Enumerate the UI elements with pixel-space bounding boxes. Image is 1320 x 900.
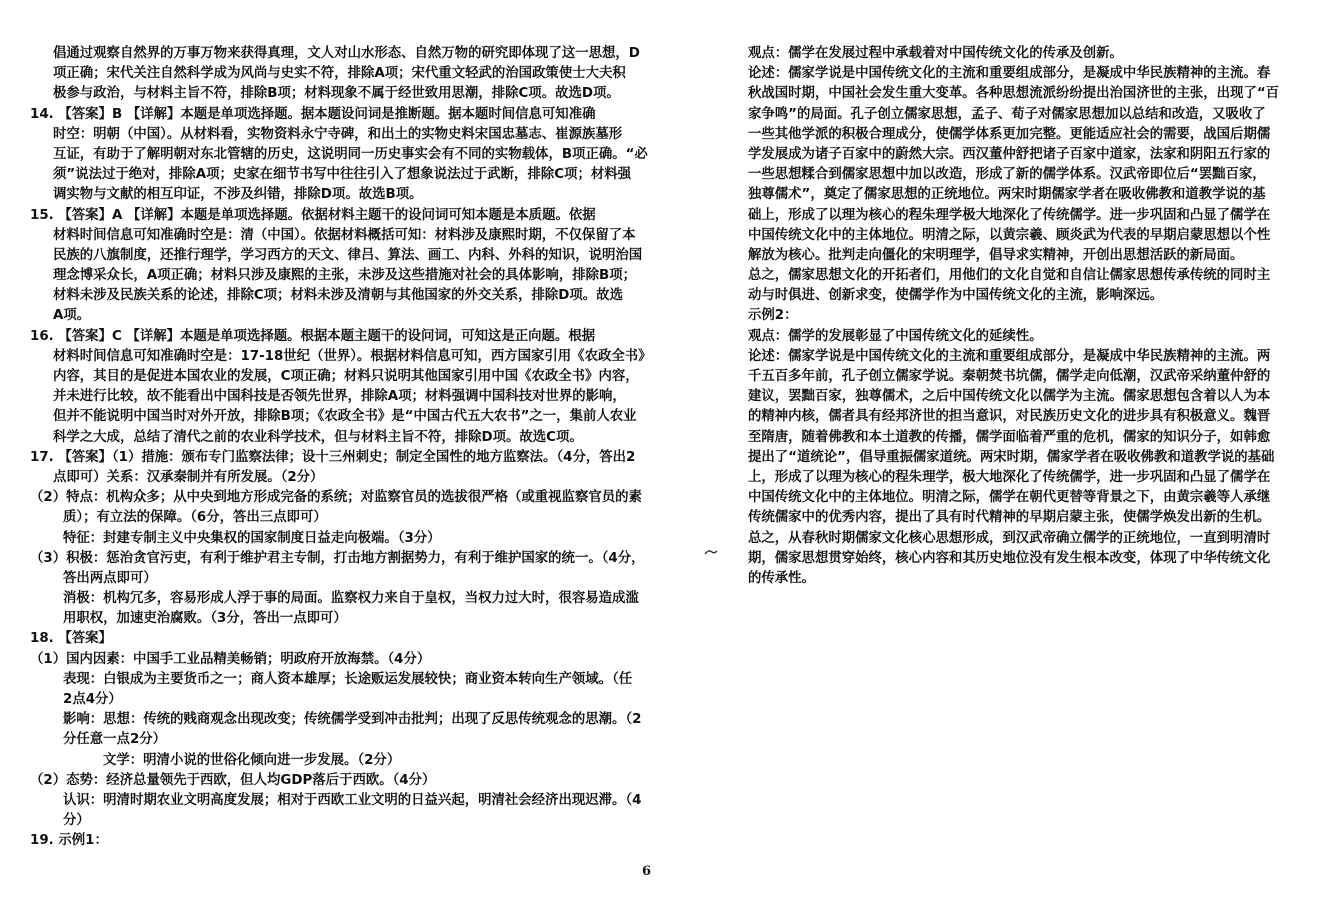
text-line: 至隋唐，随着佛教和本土道教的传播，儒学面临着严重的危机，儒家的知识分子，如韩愈 (748, 429, 1271, 445)
text-line: 秋战国时期，中国社会发生重大变革。各种思想流派纷纷提出治国济世的主张，出现了“百 (748, 86, 1280, 102)
text-line: 分） (63, 813, 90, 829)
text-line: （3）积极：惩治贪官污吏，有利于维护君主专制，打击地方割据势力，有利于维护国家的统一。（4分， (30, 550, 645, 566)
text-line: 材料时间信息可知准确时空是：清（中国）。依据材料概括可知：材料涉及康熙时期，不仅保留了本 (53, 227, 636, 243)
text-line: A项。 (53, 308, 91, 324)
text-line: 极参与政治，与材料主旨不符，排除B项；材料现象不属于经世致用思潮，排除C项。故选D项。 (53, 86, 620, 102)
right-column (748, 44, 1286, 589)
text-line: 内容，其目的是促进本国农业的发展，C项正确；材料只说明其他国家引用中国《农政全书》内容， (53, 369, 639, 384)
text-line: 提出了“道统论”，倡导重振儒家道统。两宋时期，儒家学者在吸收佛教和道教学说的基础 (748, 449, 1275, 465)
text-line: 质）；有立法的保障。（6分，答出三点即可） (63, 510, 327, 526)
text-line: 一些思想糅合到儒家思想中加以改造，形成了新的儒学体系。汉武帝即位后“罢黜百家， (748, 167, 1266, 183)
text-line: 解放为核心。批判走向僵化的宋明理学，倡导求实精神，开创出思想活跃的新局面。 (748, 247, 1244, 263)
text-line: 的传承性。 (748, 570, 815, 586)
text-line: 18. 【答案】 (30, 631, 112, 647)
text-line: 互证，有助于了解明朝对东北管辖的历史，这说明同一历史事实会有不同的实物载体，B项正确。“必 (53, 146, 648, 162)
text-line: 倡通过观察自然界的万事万物来获得真理，文人对山水形态、自然万物的研究即体现了这一思想，D (53, 46, 640, 61)
text-line: 总之，儒家思想文化的开拓者们，用他们的文化自觉和自信让儒家思想传承传统的同时主 (748, 268, 1271, 284)
left-column (30, 44, 662, 852)
text-line: 民族的八旗制度，还推行理学，学习西方的天文、律吕、算法、画工、内科、外科的知识，说明治国 (53, 247, 643, 263)
text-line: 15. 【答案】A 【详解】本题是单项选择题。依据材料主题干的设问词可知本题是本质题。依据 (30, 207, 596, 223)
text-line: 认识：明清时期农业文明高度发展；相对于西欧工业文明的日益兴起，明清社会经济出现迟滞。（4 (63, 792, 642, 808)
text-line: 16. 【答案】C 【详解】本题是单项选择题。根据本题主题干的设问词，可知这是正向题。根据 (30, 328, 596, 344)
text-line: 论述：儒家学说是中国传统文化的主流和重要组成部分，是凝成中华民族精神的主流。两 (748, 348, 1271, 364)
page-number: 6 (642, 864, 652, 879)
text-line: （2）特点：机构众多；从中央到地方形成完备的系统；对监察官员的选拔很严格（或重视监察官员的素 (30, 490, 642, 506)
text-line: 独尊儒术”，奠定了儒家思想的正统地位。两宋时期儒家学者在吸收佛教和道教学说的基 (748, 187, 1266, 203)
text-line: 用职权，加速吏治腐败。（3分，答出一点即可） (63, 611, 347, 627)
text-line: 表现：白银成为主要货币之一；商人资本雄厚；长途贩运发展较快；商业资本转向生产领域。（任 (63, 671, 633, 687)
text-line: 答出两点即可） (63, 570, 157, 586)
text-line: 材料未涉及民族关系的论述，排除C项；材料未涉及清朝与其他国家的外交关系，排除D项。故选 (53, 288, 623, 304)
text-line: 础上，形成了以理为核心的程朱理学极大地深化了传统儒学。进一步巩固和凸显了儒学在 (748, 207, 1271, 223)
text-line: 影响：思想：传统的贱商观念出现改变；传统儒学受到冲击批判；出现了反思传统观念的思潮。（2 (63, 712, 642, 728)
text-line: 科学之大成，总结了清代之前的农业科学技术，但与材料主旨不符，排除D项。故选C项。 (53, 429, 583, 445)
text-line: 中国传统文化中的主体地位。明清之际，儒学在朝代更替等背景之下，由黄宗羲等人承继 (748, 490, 1271, 506)
text-line: 示例2： (748, 308, 798, 324)
text-line: 调实物与文献的相互印证，不涉及纠错，排除D项。故选B项。 (53, 187, 423, 203)
text-line: 材料时间信息可知准确时空是：17-18世纪（世界）。根据材料信息可知，西方国家引用《农政全书》 (53, 348, 652, 364)
text-line: 观点：儒学在发展过程中承载着对中国传统文化的传承及创新。 (748, 46, 1123, 61)
text-line: 学发展成为诸子百家中的蔚然大宗。西汉董仲舒把诸子百家中道家，法家和阴阳五行家的 (748, 146, 1271, 162)
text-line: 论述：儒家学说是中国传统文化的主流和重要组成部分，是凝成中华民族精神的主流。春 (748, 66, 1271, 82)
text-line: 期，儒家思想贯穿始终，核心内容和其历史地位没有发生根本改变，体现了中华传统文化 (748, 550, 1271, 566)
text-line: 但并不能说明中国当时对外开放，排除B项；《农政全书》是“中国古代五大农书”之一，集前人农业 (53, 409, 637, 425)
text-line: 观点：儒学的发展彰显了中国传统文化的延续性。 (748, 328, 1043, 344)
text-line: 2点4分） (63, 692, 122, 707)
text-line: 项正确；宋代关注自然科学成为风尚与史实不符，排除A项；宋代重文轻武的治国政策使士大夫积 (53, 66, 626, 82)
text-line: 动与时俱进、创新求变，使儒学作为中国传统文化的主流，影响深远。 (748, 288, 1164, 304)
text-line: 上，形成了以理为核心的程朱理学，极大地深化了传统儒学，进一步巩固和凸显了儒学在 (748, 469, 1271, 485)
text-line: （2）态势：经济总量领先于西欧，但人均GDP落后于西欧。（4分） (30, 772, 436, 788)
text-line: 建议，罢黜百家，独尊儒术，之后中国传统文化以儒学为主流。儒家思想包含着以人为本 (748, 389, 1271, 405)
text-line: 传统儒家中的优秀内容，提出了具有时代精神的早期启蒙主张，使儒学焕发出新的生机。 (748, 510, 1271, 526)
text-line: 千五百多年前，孔子创立儒家学说。秦朝焚书坑儒，儒学走向低潮，汉武帝采纳董仲舒的 (748, 369, 1271, 384)
text-line: （1）国内因素：中国手工业品精美畅销；明政府开放海禁。（4分） (30, 651, 431, 667)
text-line: 家争鸣”的局面。孔子创立儒家思想，孟子、荀子对儒家思想加以总结和改造，又吸收了 (748, 106, 1266, 122)
stray-ink-mark (704, 548, 718, 556)
text-line: 17. 【答案】（1）措施：颁布专门监察法律；设十三州刺史；制定全国性的地方监察法。（4分，答出2 (30, 449, 636, 465)
text-line: 消极：机构冗多，容易形成人浮于事的局面。监察权力来自于皇权，当权力过大时，很容易造成滥 (63, 591, 639, 607)
text-line: 理念博采众长，A项正确；材料只涉及康熙的主张，未涉及这些措施对社会的具体影响，排除B项； (53, 268, 636, 284)
text-line: 须”说法过于绝对，排除A项；史家在细节书写中往往引入了想象说法过于武断，排除C项；材料强 (53, 167, 632, 183)
text-line: 中国传统文化中的主体地位。明清之际，以黄宗羲、顾炎武为代表的早期启蒙思想以个性 (748, 227, 1271, 243)
text-line: 特征：封建专制主义中央集权的国家制度日益走向极端。（3分） (63, 530, 441, 546)
text-line: 文学：明清小说的世俗化倾向进一步发展。（2分） (103, 752, 401, 768)
text-line: 分任意一点2分） (63, 732, 167, 748)
text-line: 19. 示例1： (30, 833, 108, 849)
text-line: 点即可）关系：汉承秦制并有所发展。（2分） (53, 469, 324, 485)
text-line: 总之，从春秋时期儒家文化核心思想形成，到汉武帝确立儒学的正统地位，一直到明清时 (748, 530, 1271, 546)
text-line: 一些其他学派的积极合理成分，使儒学体系更加完整。更能适应社会的需要，战国后期儒 (748, 126, 1271, 142)
text-line: 时空：明朝（中国）。从材料看，实物资料永宁寺碑，和出土的实物史料宋国忠墓志、崔源族墓形 (53, 126, 623, 142)
text-line: 的精神内核，儒者具有经邦济世的担当意识，对民族历史文化的进步具有积极意义。魏晋 (748, 409, 1271, 425)
text-line: 并未进行比较，故不能看出中国科技是否领先世界，排除A项；材料强调中国科技对世界的影响， (53, 389, 626, 405)
text-line: 14. 【答案】B 【详解】本题是单项选择题。据本题设问词是推断题。据本题时间信息可知准确 (30, 106, 596, 122)
